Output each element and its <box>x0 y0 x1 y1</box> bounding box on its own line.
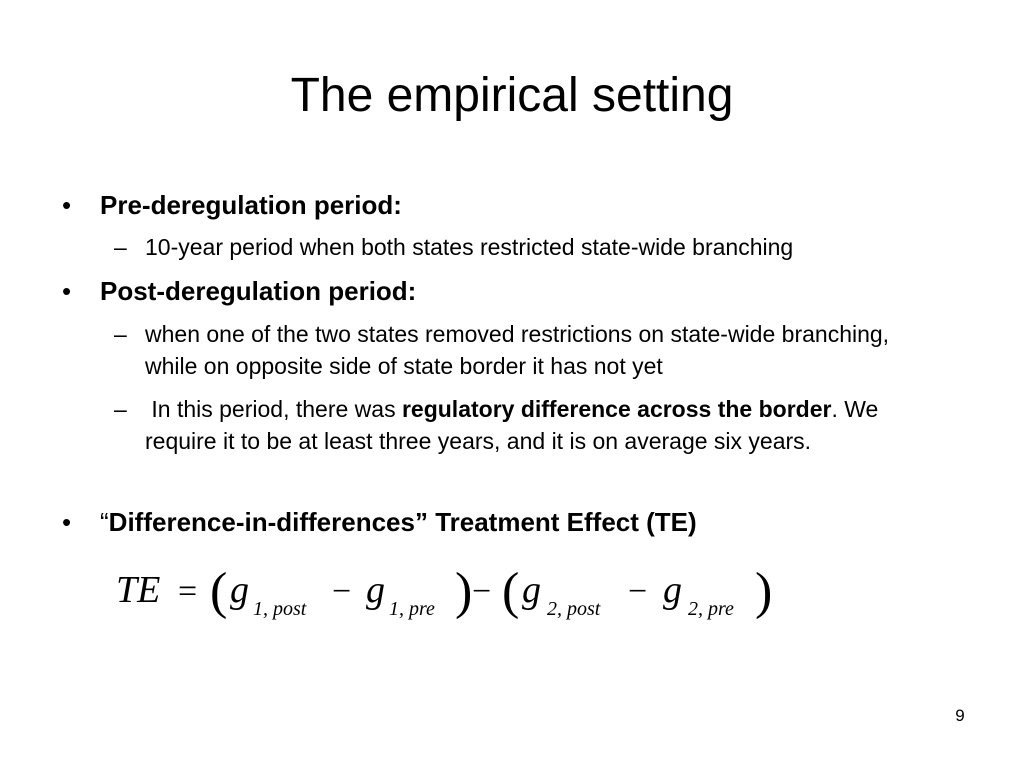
formula-g: g <box>522 569 541 611</box>
formula-equals: = <box>178 573 198 610</box>
formula-close-paren: ) <box>455 563 473 620</box>
formula-g: g <box>663 569 682 611</box>
formula-minus: − <box>472 573 492 610</box>
page-number: 9 <box>955 706 965 725</box>
bullet-label-wrap <box>100 505 697 539</box>
formula-minus: − <box>628 573 648 610</box>
sub-bullet-marker: – <box>114 234 127 260</box>
sub-bullet-text-after: . We require it to be at least three years, and it is on average six years. <box>145 396 885 454</box>
bullet-label: Post-deregulation period: <box>100 276 417 306</box>
bullet-label: Pre-deregulation period: <box>100 190 402 220</box>
formula-close-paren: ) <box>755 563 773 620</box>
bullet-marker: • <box>62 507 72 537</box>
formula-subscript: 1, pre <box>389 598 435 620</box>
formula-open-paren: ( <box>502 563 520 620</box>
te-formula <box>110 560 810 630</box>
sub-bullet <box>114 318 974 382</box>
sub-bullet-text <box>145 393 905 457</box>
bullet-treatment-effect <box>62 505 697 539</box>
sub-bullet-text-before: In this period, there was <box>145 396 402 422</box>
formula-subscript: 1, post <box>253 598 307 620</box>
bullet-post-deregulation <box>62 274 416 308</box>
formula-subscript: 2, pre <box>688 598 734 620</box>
formula-minus: − <box>332 573 352 610</box>
sub-bullet-text: when one of the two states removed restrictions on state-wide branching, while on opposite side of state border it has not yet <box>145 321 890 379</box>
sub-bullet <box>114 231 974 263</box>
slide-title: The empirical setting <box>290 69 734 122</box>
formula-subscript: 2, post <box>547 598 601 620</box>
formula-lhs: TE <box>116 569 161 611</box>
formula-open-paren: ( <box>210 563 228 620</box>
open-quote: “ <box>100 507 109 537</box>
bullet-marker: • <box>62 276 72 306</box>
sub-bullet-marker: – <box>114 321 127 347</box>
sub-bullet-text-bold: regulatory difference across the border <box>401 396 832 422</box>
sub-bullet-text: 10-year period when both states restricted state-wide branching <box>145 234 794 260</box>
bullet-marker: • <box>62 190 72 220</box>
formula-g: g <box>366 569 385 611</box>
bullet-label: Difference-in-differences” Treatment Effect (TE) <box>108 507 697 537</box>
bullet-pre-deregulation <box>62 188 402 222</box>
formula-g: g <box>230 569 249 611</box>
sub-bullet-marker: – <box>114 396 127 422</box>
sub-bullet <box>114 393 974 457</box>
